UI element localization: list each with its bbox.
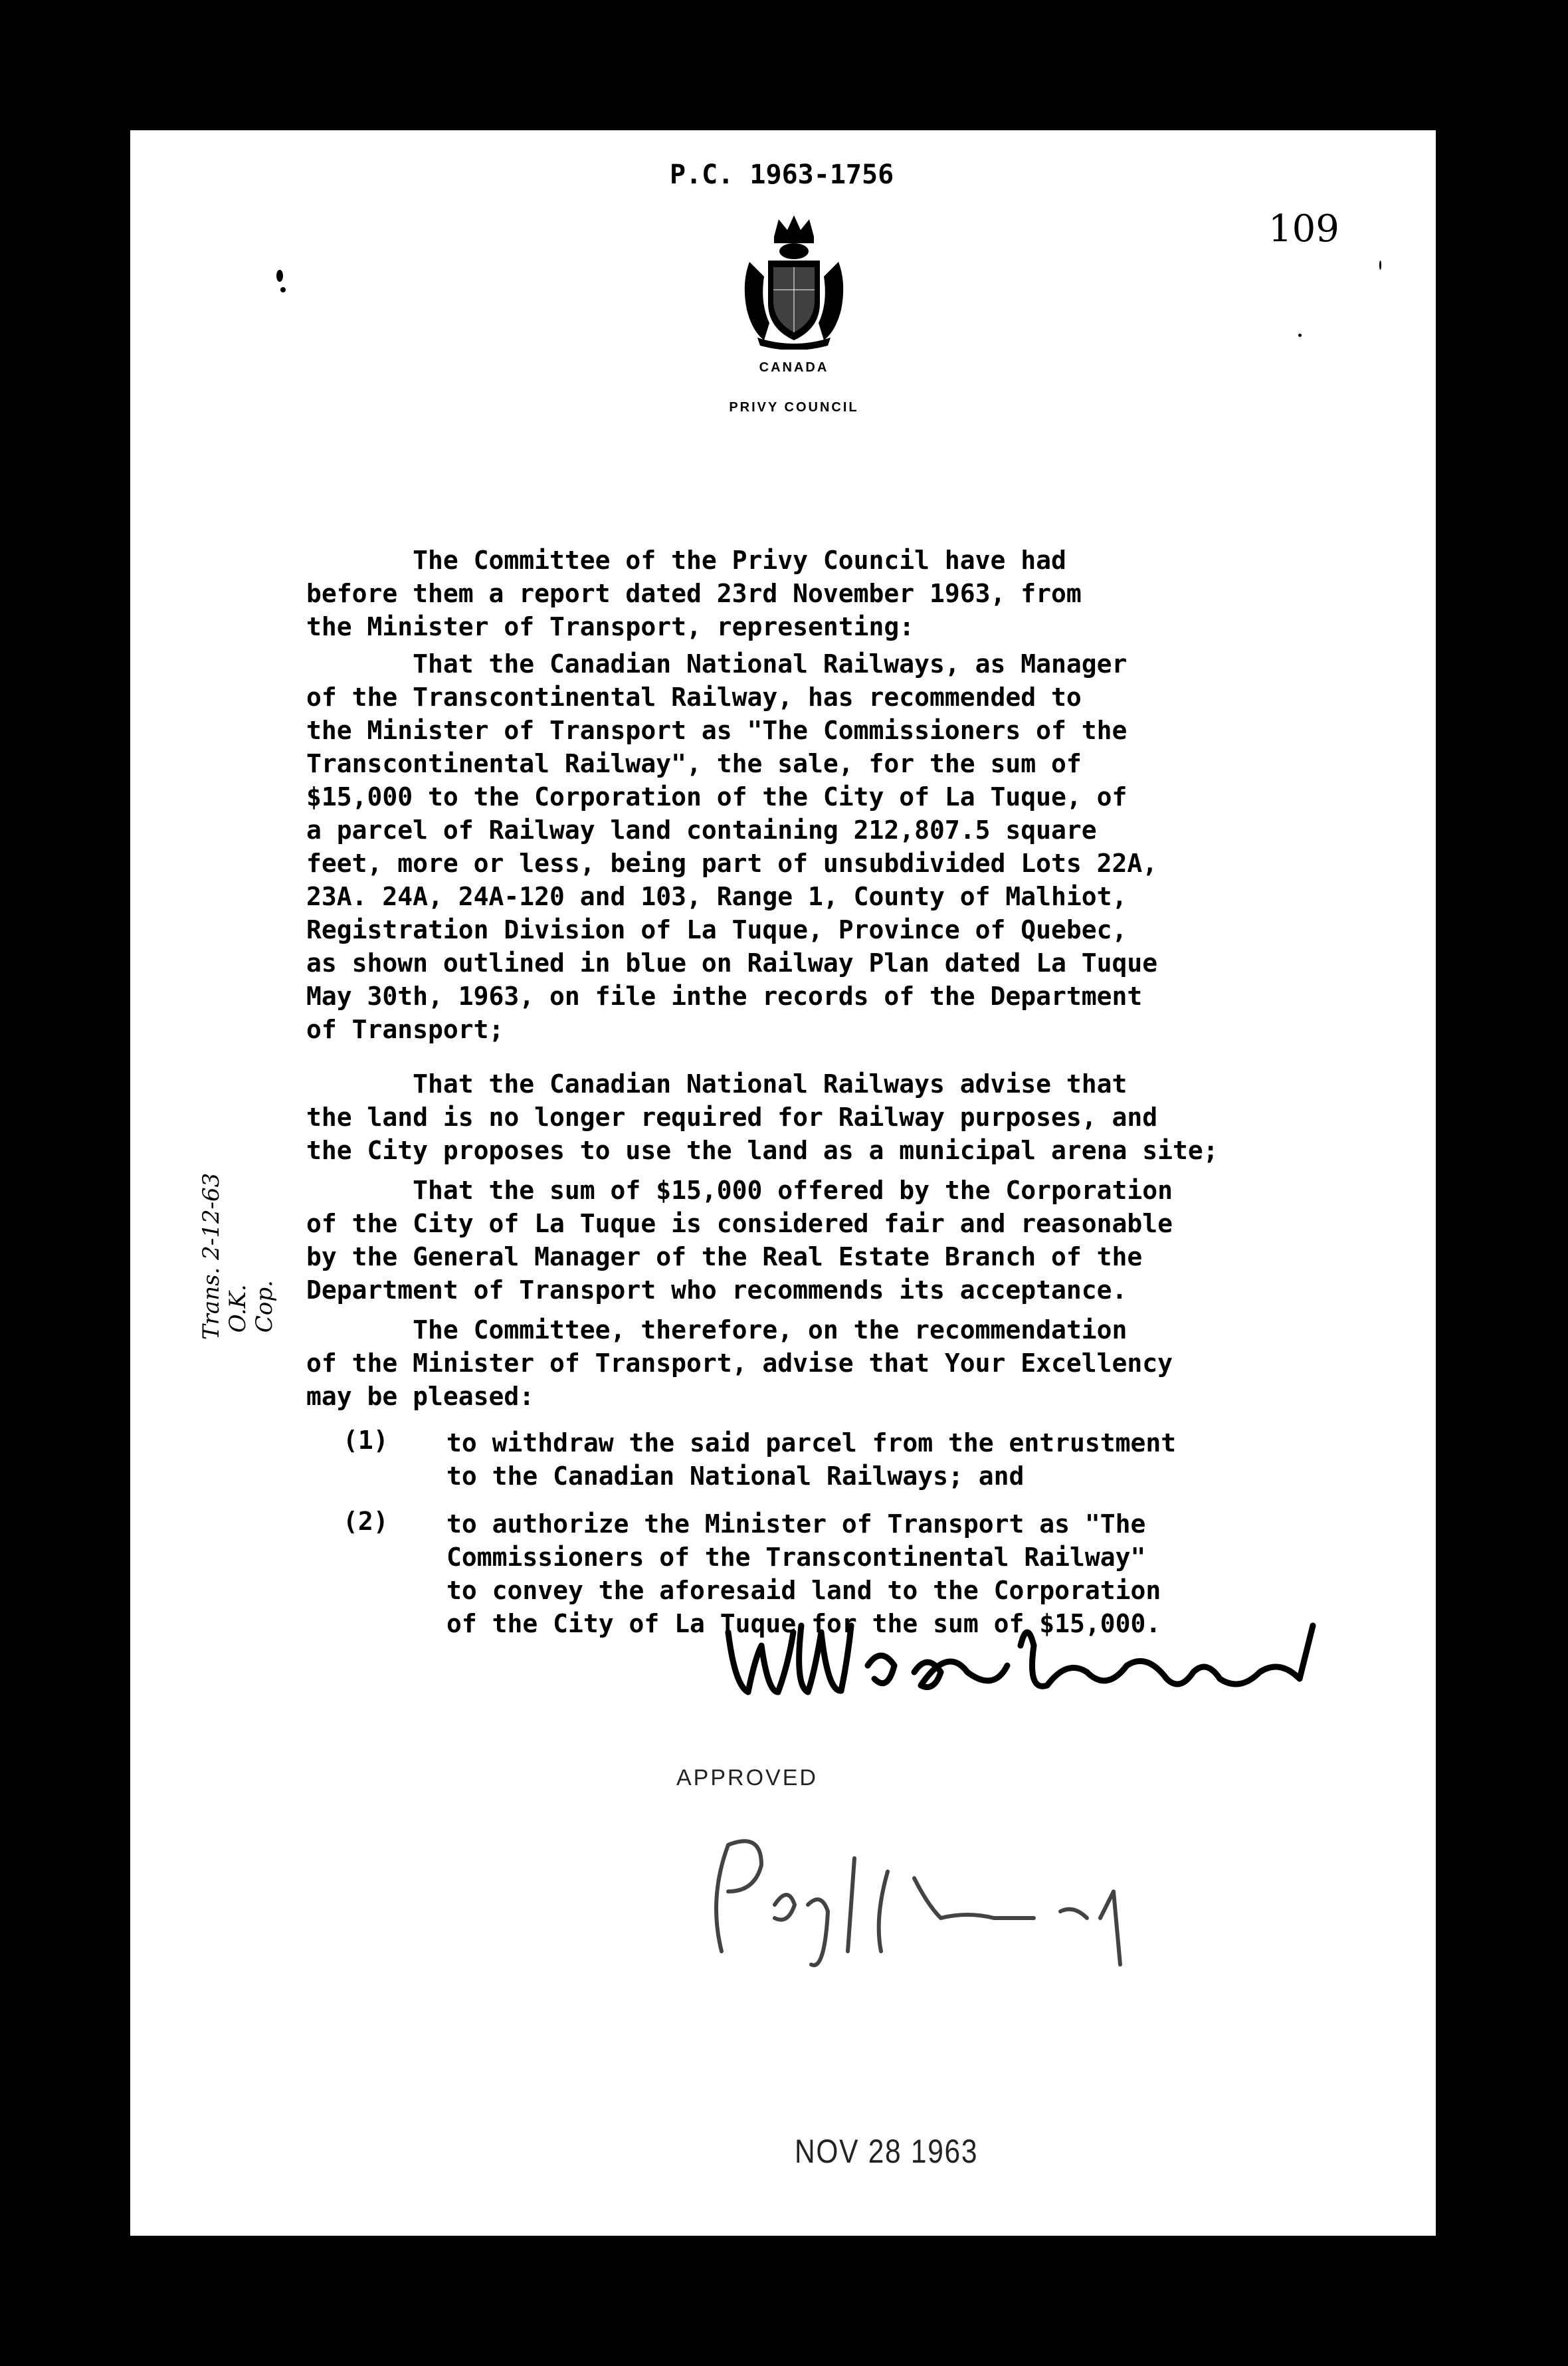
text-line: may be pleased: xyxy=(306,1382,535,1411)
text-line: That the Canadian National Railways advise that xyxy=(306,1069,1127,1099)
canada-coat-of-arms-icon xyxy=(737,210,850,350)
text-line: May 30th, 1963, on file inthe records of the Department xyxy=(306,982,1143,1011)
text-line: Department of Transport who recommends its acceptance. xyxy=(306,1275,1127,1305)
scan-speck xyxy=(276,270,283,282)
text-line: by the General Manager of the Real Estate Branch of the xyxy=(306,1242,1143,1271)
text-line: 23A. 24A, 24A-120 and 103, Range 1, County of Malhiot, xyxy=(306,882,1127,911)
text-line: feet, more or less, being part of unsubdivided Lots 22A, xyxy=(306,849,1158,878)
item-marker: (1) xyxy=(343,1426,389,1455)
item-marker: (2) xyxy=(343,1507,389,1536)
paragraph-sum-reasonable xyxy=(306,1174,1173,1307)
text-line: The Committee of the Privy Council have had xyxy=(306,546,1066,575)
item-1-text xyxy=(446,1426,1176,1493)
scan-speck xyxy=(1379,261,1381,270)
intro-paragraph xyxy=(306,544,1082,643)
handwritten-signature-icon xyxy=(715,1606,1366,1712)
approval-date-stamp: NOV 28 1963 xyxy=(795,2133,979,2170)
text-line: to the Canadian National Railways; and xyxy=(446,1461,1025,1491)
text-line: Transcontinental Railway", the sale, for the sum of xyxy=(306,749,1082,778)
order-number: P.C. 1963-1756 xyxy=(670,160,894,190)
text-line: the land is no longer required for Railway purposes, and xyxy=(306,1103,1158,1132)
office-label: PRIVY COUNCIL xyxy=(729,400,859,415)
text-line: to withdraw the said parcel from the entrustment xyxy=(446,1428,1177,1457)
paragraph-committee-advice xyxy=(306,1313,1173,1413)
page-number: 109 xyxy=(1268,207,1339,251)
handwritten-signature-icon xyxy=(688,1818,1240,1978)
text-line: The Committee, therefore, on the recommendation xyxy=(306,1315,1127,1344)
text-line: of Transport; xyxy=(306,1015,504,1044)
text-line: to authorize the Minister of Transport as "The xyxy=(446,1509,1146,1539)
text-line: $15,000 to the Corporation of the City of La Tuque, of xyxy=(306,782,1127,811)
text-line: of the Minister of Transport, advise that Your Excellency xyxy=(306,1348,1173,1378)
text-line: of the Transcontinental Railway, has recommended to xyxy=(306,683,1082,712)
scan-speck xyxy=(280,287,286,292)
paragraph-land-not-required xyxy=(306,1067,1219,1167)
text-line: Registration Division of La Tuque, Province of Quebec, xyxy=(306,915,1127,944)
text-line: a parcel of Railway land containing 212,807.5 square xyxy=(306,815,1097,845)
text-line: Commissioners of the Transcontinental Railway" xyxy=(446,1543,1146,1572)
approved-label: APPROVED xyxy=(676,1765,818,1790)
text-line: as shown outlined in blue on Railway Plan dated La Tuque xyxy=(306,948,1158,978)
scan-speck xyxy=(1298,334,1302,337)
text-line: the Minister of Transport, representing: xyxy=(306,612,915,641)
text-line: That the sum of $15,000 offered by the Corporation xyxy=(306,1176,1173,1205)
text-line: to convey the aforesaid land to the Corporation xyxy=(446,1576,1161,1605)
text-line: of the City of La Tuque is considered fair and reasonable xyxy=(306,1209,1173,1238)
text-line: before them a report dated 23rd November 1963, from xyxy=(306,579,1082,608)
margin-note: Trans. 2-12-63 O.K. Cop. xyxy=(198,1172,278,1340)
text-line: the Minister of Transport as "The Commissioners of the xyxy=(306,716,1127,745)
text-line: That the Canadian National Railways, as Manager xyxy=(306,649,1127,679)
country-label: CANADA xyxy=(759,360,829,375)
document-page xyxy=(130,130,1436,2236)
paragraph-sale-recommendation xyxy=(306,647,1157,1046)
text-line: of the City of La Tuque for the sum of $15,000. xyxy=(446,1609,1161,1638)
text-line: the City proposes to use the land as a municipal arena site; xyxy=(306,1136,1219,1165)
